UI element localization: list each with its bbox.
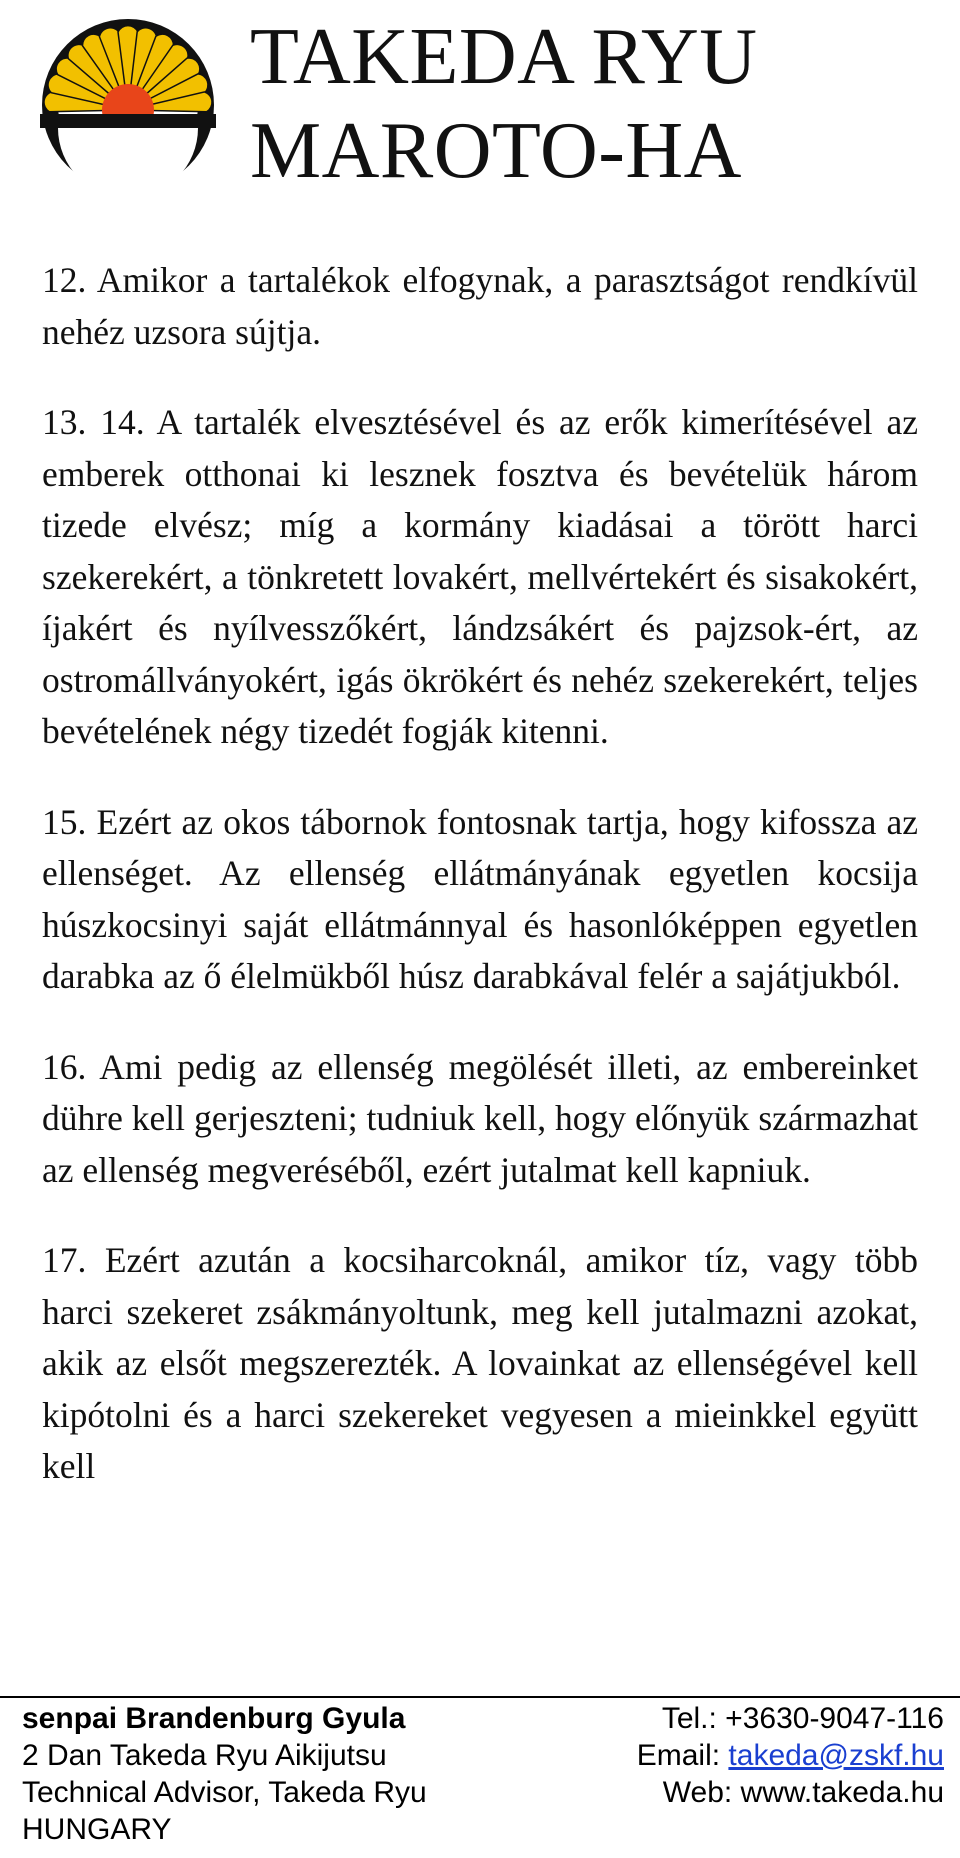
footer-role: Technical Advisor, Takeda Ryu [22,1776,427,1809]
paragraph-17: 17. Ezért azután a kocsiharcoknál, amikor tíz, vagy több harci szekeret zsákmányoltunk, meg kell jutalmazni azokat, akik az elsőt megszerezték. A lovainkat az ellenségével kell kipótolni és a harci szekereket vegyesen a mieinkkel együtt kell [42,1240,918,1486]
footer-contact-person [22,1700,582,1848]
footer-email-line [544,1737,944,1774]
footer-phone: Tel.: +3630-9047-116 [661,1702,944,1735]
footer-rank: 2 Dan Takeda Ryu Aikijutsu [22,1739,387,1772]
page-header [0,0,960,205]
footer-contact-info [544,1700,944,1811]
paragraph-16: 16. Ami pedig az ellenség megölését illeti, az embereinket dühre kell gerjeszteni; tudniuk kell, hogy előnyük származhat az ellenség megveréséből, ezért jutalmat kell kapniuk. [42,1046,918,1190]
document-body [42,255,918,1493]
footer-web: Web: www.takeda.hu [662,1776,944,1809]
brand-title [250,10,758,198]
brand-title-line1: TAKEDA RYU [250,13,758,101]
footer-divider [0,1696,960,1698]
paragraph-13-14: 13. 14. A tartalék elvesztésével és az erők kimerítésével az emberek otthonai ki lesznek fosztva és bevételük három tizede elvész; míg a kormány kiadásai a törött harci szekerekért, a tönkretett lovakért, mellvértekért és sisakokért, íjakért és nyílvesszőkért, lándzsákért és pajzsok-ért, az ostromállványokért, igás ökrökért és nehéz szekerekért, teljes bevételének négy tizedét fogják kitenni. [42,402,918,751]
brand-title-line2: MAROTO-HA [250,107,742,195]
paragraph-15: 15. Ezért az okos tábornok fontosnak tartja, hogy kifossza az ellenséget. Az ellenség ellátmányának egyetlen kocsija húszkocsinyi saját ellátmánnyal és hasonlóképpen egyetlen darabka az ő élelmükből húsz darabkával felér a sajátjukból. [42,801,918,996]
footer-email-label: Email: [636,1739,729,1772]
takeda-ryu-logo-icon [36,14,220,196]
paragraph-12: 12. Amikor a tartalékok elfogynak, a parasztságot rendkívül nehéz uzsora sújtja. [42,260,918,352]
footer-email-link[interactable]: takeda@zskf.hu [728,1739,944,1772]
footer-name: senpai Brandenburg Gyula [22,1702,406,1735]
footer-country: HUNGARY [22,1813,172,1846]
